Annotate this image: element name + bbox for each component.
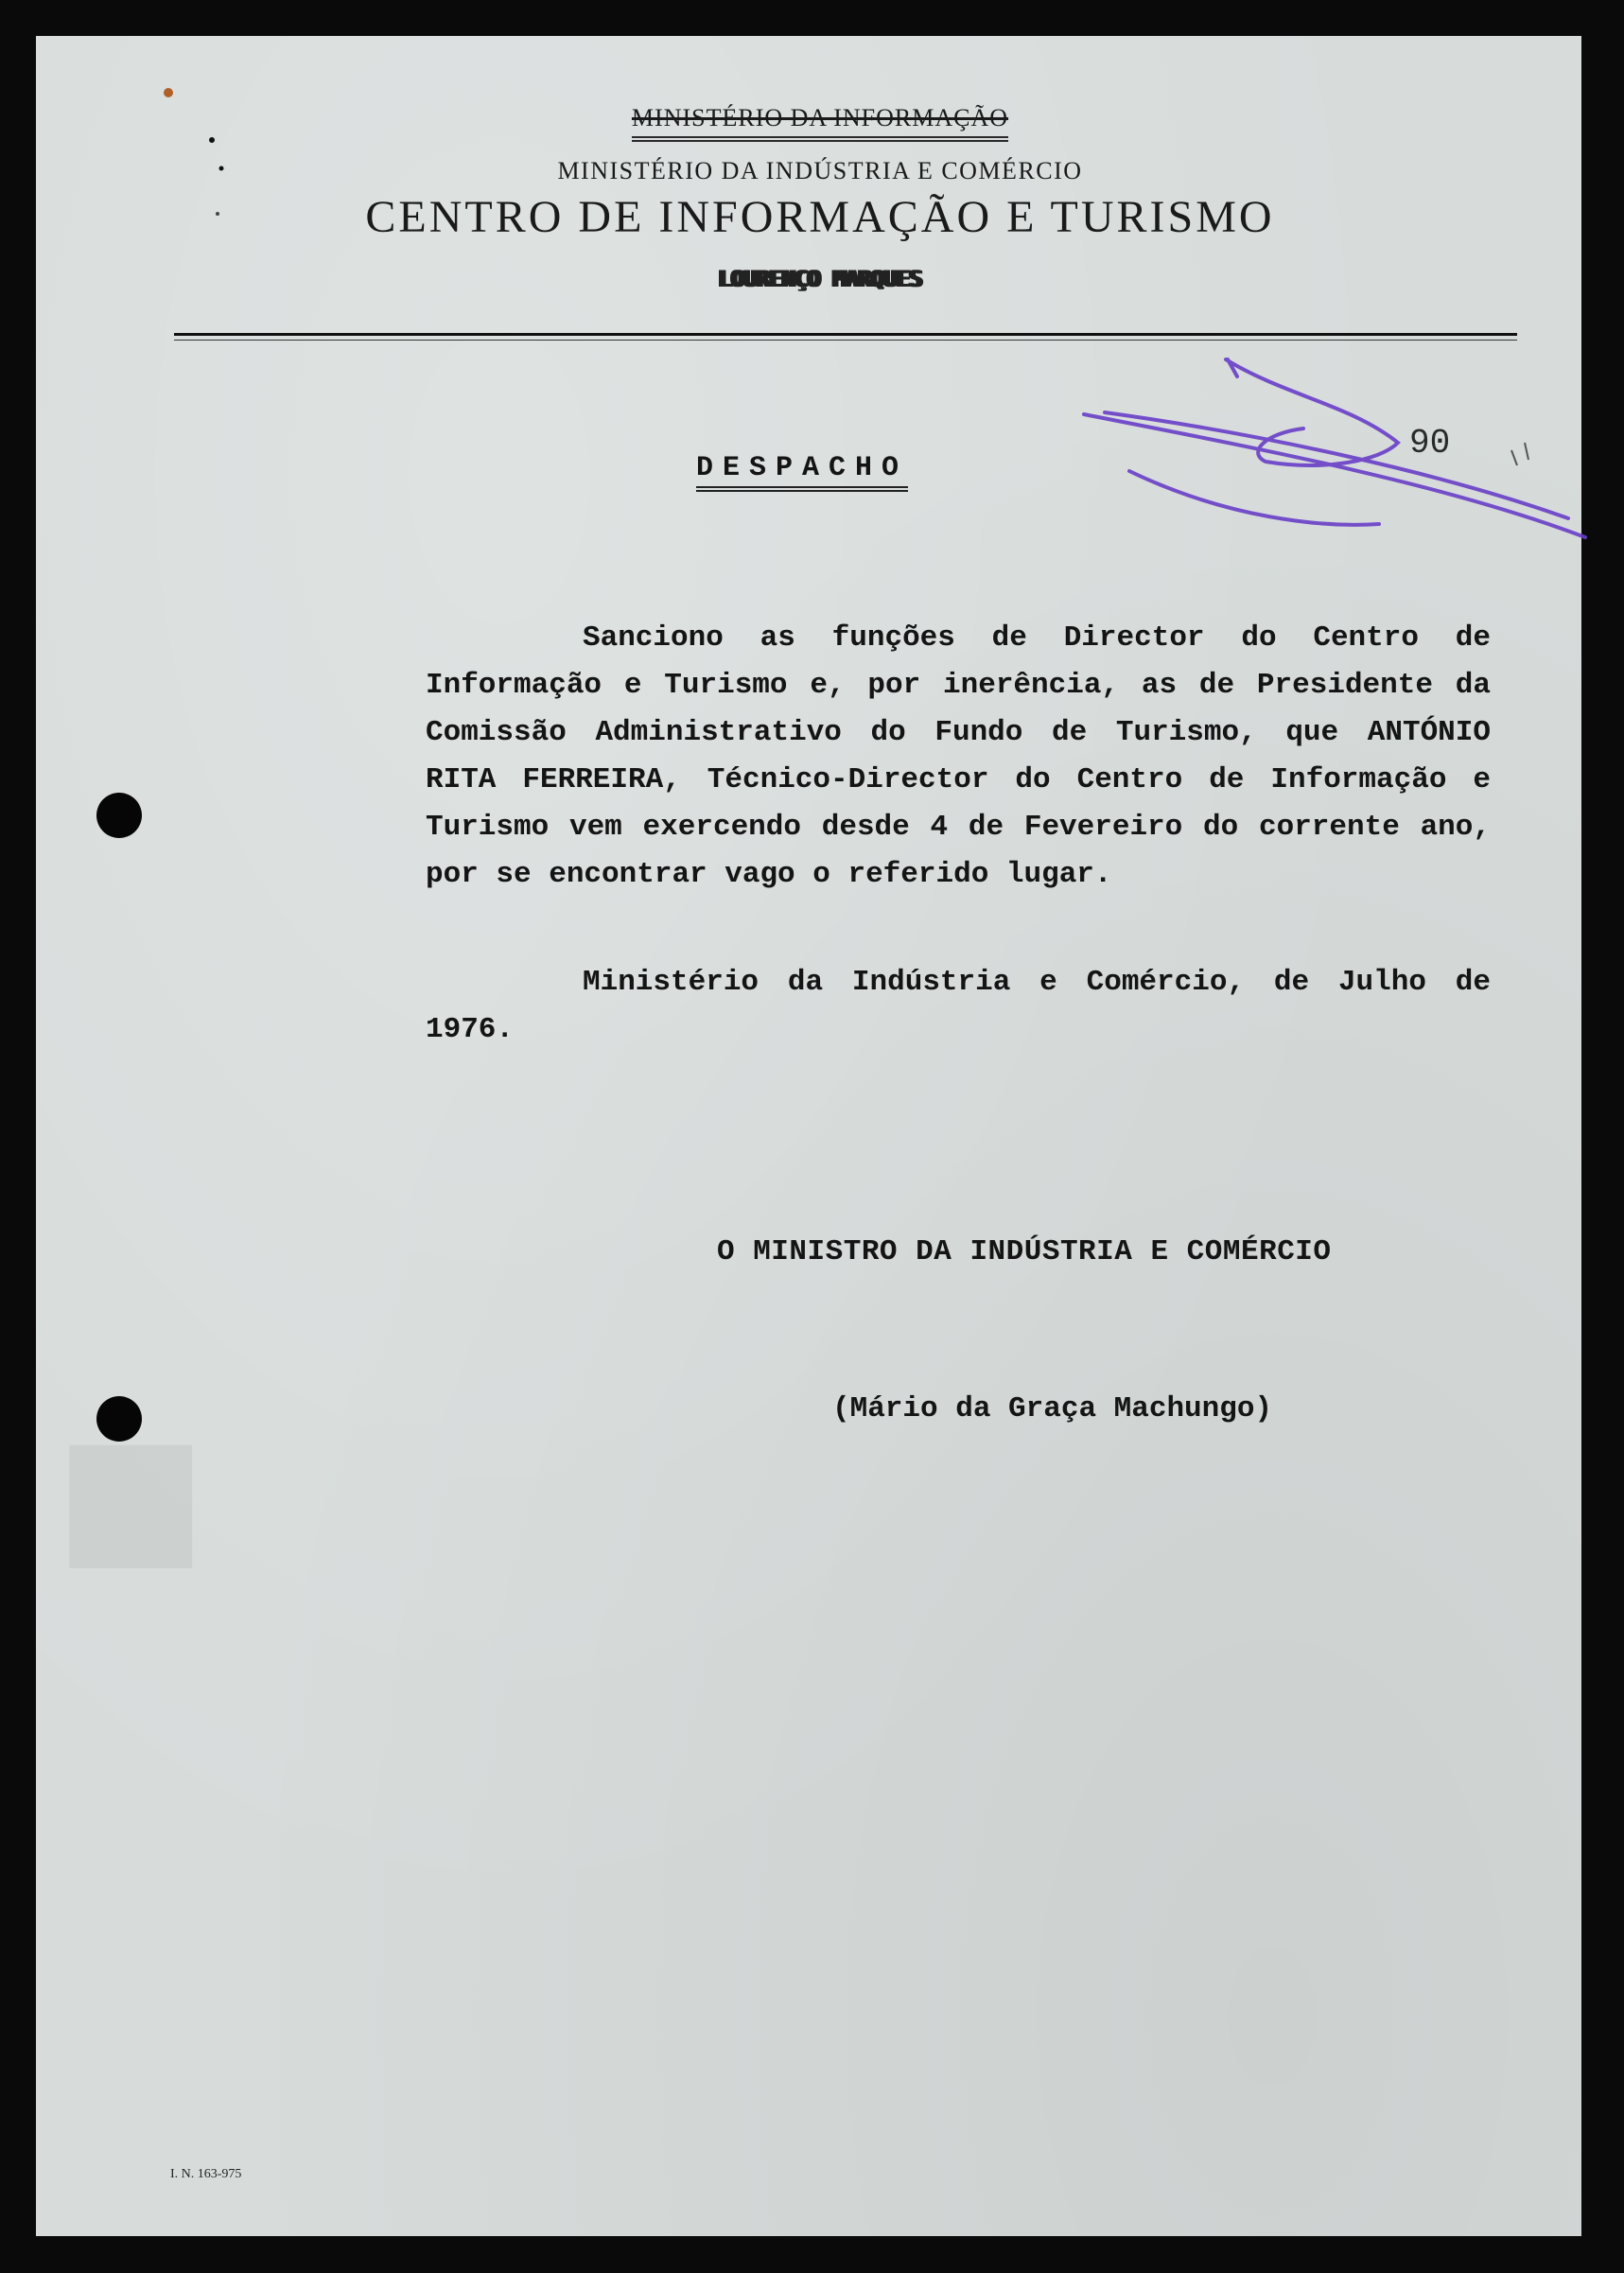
signatory-title: O MINISTRO DA INDÚSTRIA E COMÉRCIO	[717, 1235, 1332, 1268]
document-title: DESPACHO	[696, 452, 908, 492]
ministry-line: MINISTÉRIO DA INDÚSTRIA E COMÉRCIO	[557, 157, 1083, 184]
body-paragraph: Sanciono as funções de Director do Centro de Informação e Turismo e, por inerência, as de Presidente da Comissão Administrativo do Fundo de Turismo, que ANTÓNIO RITA FERREIRA, Técnico-Director do Centro de Informação e Turismo vem exercendo desde 4 de Fevereiro do corrente ano, por se encontrar vago o referido lugar.	[426, 621, 1491, 891]
document-body	[426, 615, 1491, 1054]
form-code: I. N. 163-975	[170, 2167, 242, 2181]
stamp-number: 90	[1409, 424, 1451, 463]
letterhead	[36, 104, 1581, 292]
date-paragraph: Ministério da Indústria e Comércio, de Julho de 1976.	[426, 966, 1491, 1046]
struck-ministry-line: MINISTÉRIO DA INFORMAÇÃO	[632, 104, 1008, 142]
filing-stamp-icon	[1039, 339, 1606, 556]
signatory-name: (Mário da Graça Machungo)	[832, 1392, 1273, 1425]
centre-name: CENTRO DE INFORMAÇÃO E TURISMO	[365, 192, 1275, 242]
document-page	[36, 36, 1581, 2236]
header-rule	[174, 333, 1517, 336]
struck-city-line: LOURENÇO MARQUES	[718, 266, 922, 292]
punch-hole-top	[96, 793, 142, 838]
bleed-through-mark: ■	[55, 1398, 226, 1587]
